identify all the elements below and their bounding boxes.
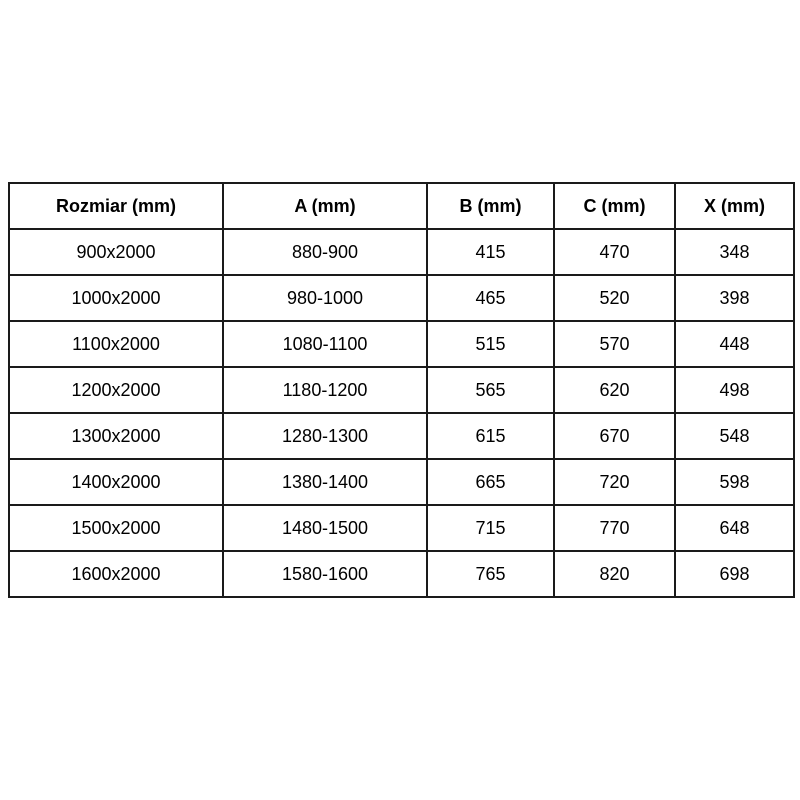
table-cell: 1080-1100 (223, 321, 427, 367)
table-cell: 720 (554, 459, 675, 505)
column-header-rozmiar: Rozmiar (mm) (9, 183, 223, 229)
table-cell: 715 (427, 505, 554, 551)
table-cell: 900x2000 (9, 229, 223, 275)
table-cell: 1600x2000 (9, 551, 223, 597)
table-body (9, 229, 794, 597)
table-cell: 1000x2000 (9, 275, 223, 321)
table-row (9, 505, 794, 551)
table-cell: 1100x2000 (9, 321, 223, 367)
table-cell: 698 (675, 551, 794, 597)
table-cell: 615 (427, 413, 554, 459)
table-cell: 770 (554, 505, 675, 551)
table-cell: 570 (554, 321, 675, 367)
table-row (9, 551, 794, 597)
table-row (9, 229, 794, 275)
table-cell: 398 (675, 275, 794, 321)
column-header-x: X (mm) (675, 183, 794, 229)
table-cell: 598 (675, 459, 794, 505)
table-row (9, 367, 794, 413)
table-row (9, 321, 794, 367)
table-cell: 348 (675, 229, 794, 275)
size-spec-table (8, 182, 795, 598)
table-cell: 1580-1600 (223, 551, 427, 597)
table-cell: 1500x2000 (9, 505, 223, 551)
size-spec-table-container (8, 182, 793, 598)
table-header-row (9, 183, 794, 229)
table-cell: 1300x2000 (9, 413, 223, 459)
table-cell: 820 (554, 551, 675, 597)
table-cell: 1480-1500 (223, 505, 427, 551)
table-cell: 1400x2000 (9, 459, 223, 505)
table-cell: 520 (554, 275, 675, 321)
table-cell: 620 (554, 367, 675, 413)
table-cell: 415 (427, 229, 554, 275)
table-row (9, 413, 794, 459)
table-cell: 1200x2000 (9, 367, 223, 413)
table-cell: 1280-1300 (223, 413, 427, 459)
table-cell: 648 (675, 505, 794, 551)
table-cell: 880-900 (223, 229, 427, 275)
table-cell: 665 (427, 459, 554, 505)
table-cell: 565 (427, 367, 554, 413)
table-cell: 670 (554, 413, 675, 459)
table-cell: 465 (427, 275, 554, 321)
table-cell: 470 (554, 229, 675, 275)
table-cell: 1180-1200 (223, 367, 427, 413)
column-header-a: A (mm) (223, 183, 427, 229)
table-row (9, 459, 794, 505)
table-cell: 448 (675, 321, 794, 367)
table-cell: 498 (675, 367, 794, 413)
table-cell: 980-1000 (223, 275, 427, 321)
table-cell: 548 (675, 413, 794, 459)
column-header-b: B (mm) (427, 183, 554, 229)
column-header-c: C (mm) (554, 183, 675, 229)
table-cell: 515 (427, 321, 554, 367)
table-cell: 1380-1400 (223, 459, 427, 505)
table-cell: 765 (427, 551, 554, 597)
table-row (9, 275, 794, 321)
